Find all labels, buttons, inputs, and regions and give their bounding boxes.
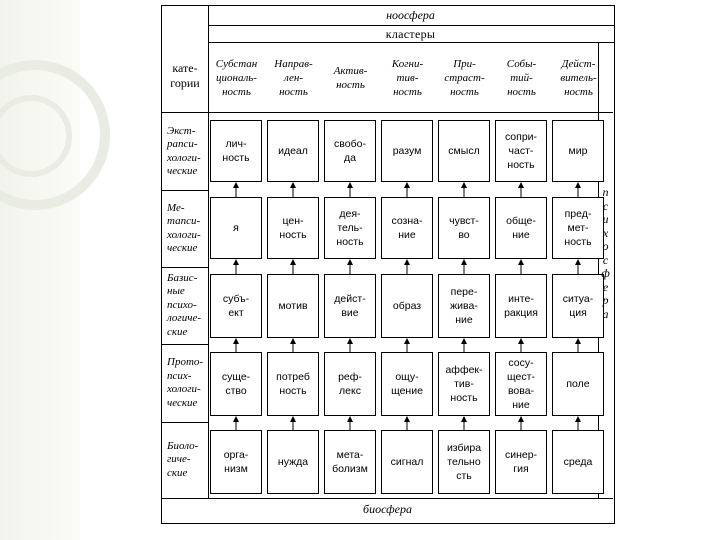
concept-cell: орга- низм [210,430,262,494]
categories-header: кате- гории [170,61,200,90]
concept-cell: смысл [438,120,490,182]
concept-cell: идеал [267,120,319,182]
concept-cell: аффек- тив- ность [438,352,490,416]
cluster-header: При- страст- ность [444,57,485,98]
concept-cell: лич- ность [210,120,262,182]
arrow-head [233,416,239,422]
concept-cell: сосу- щест- вова- ние [495,352,547,416]
cluster-header: Дейст- витель- ность [560,57,597,98]
cluster-header: Когни- тив- ность [391,57,424,98]
arrow-head [347,259,353,265]
concept-cell: инте- ракция [495,274,547,338]
arrow-head [518,416,524,422]
arrow-head [233,259,239,265]
concept-cell: чувст- во [438,197,490,259]
concept-cell: мир [552,120,604,182]
concept-cell: мета- болизм [324,430,376,494]
arrow-head [518,259,524,265]
level-label: Экст- рапси- хологи- ческие [167,124,201,177]
arrow-head [518,182,524,188]
concept-cell: я [210,197,262,259]
concept-cell: избира тельно сть [438,430,490,494]
arrow-head [461,259,467,265]
arrow-head [347,182,353,188]
psychosphere-diagram [161,5,615,524]
concept-cell: потреб ность [267,352,319,416]
concept-cell: субъ- ект [210,274,262,338]
level-label: Прото- псих- хологи- ческие [167,356,204,409]
arrow-head [290,338,296,344]
concept-cell: ситуа- ция [552,274,604,338]
level-label: Биоло- гиче- ские [167,439,199,479]
concept-cell: синер- гия [495,430,547,494]
arrow-head [575,182,581,188]
psychosphere-label: п с и х о с ф е р а [601,185,610,321]
concept-cell: пред- мет- ность [552,197,604,259]
biosphere-label: биосфера [363,502,412,516]
cluster-header: Актив- ность [333,64,368,91]
connector-arrows [162,6,616,525]
arrow-head [518,338,524,344]
arrow-head [404,338,410,344]
concept-cell: дея- тель- ность [324,197,376,259]
arrow-head [575,259,581,265]
concept-cell: сопри- част- ность [495,120,547,182]
concept-cell: обще- ние [495,197,547,259]
concept-cell: нужда [267,430,319,494]
arrow-head [575,338,581,344]
arrow-head [290,182,296,188]
arrow-head [404,182,410,188]
arrow-head [461,182,467,188]
level-label: Базис- ные психо- логиче- ские [167,271,202,338]
arrow-head [347,416,353,422]
concept-cell: реф- лекс [324,352,376,416]
arrow-head [233,182,239,188]
arrow-head [233,338,239,344]
arrow-head [347,338,353,344]
concept-cell: свобо- да [324,120,376,182]
cluster-header: Субстан циональ- ность [215,57,258,98]
noosphere-label: ноосфера [386,8,435,22]
clusters-label: кластеры [385,27,436,41]
concept-cell: созна- ние [381,197,433,259]
arrow-head [575,416,581,422]
arrow-head [290,416,296,422]
concept-cell: пере- жива- ние [438,274,490,338]
arrow-head [290,259,296,265]
arrow-head [461,416,467,422]
concept-cell: сигнал [381,430,433,494]
arrow-head [404,416,410,422]
divider [162,498,613,499]
arrow-head [404,259,410,265]
concept-cell: цен- ность [267,197,319,259]
concept-cell: ощу- щение [381,352,433,416]
cluster-header: Собы- тий- ность [506,57,537,98]
concept-cell: суще- ство [210,352,262,416]
concept-cell: разум [381,120,433,182]
concept-cell: образ [381,274,433,338]
cluster-header: Направ- лен- ность [274,57,313,98]
concept-cell: дейст- вие [324,274,376,338]
concept-cell: поле [552,352,604,416]
concept-cell: мотив [267,274,319,338]
arrow-head [461,338,467,344]
concept-cell: среда [552,430,604,494]
level-label: Ме- тапси- хологи- ческие [167,201,201,254]
